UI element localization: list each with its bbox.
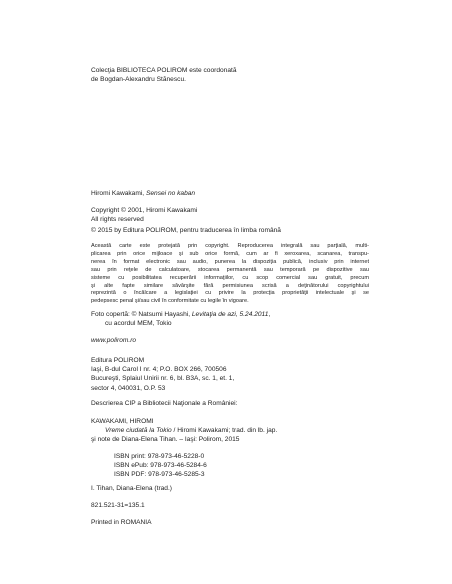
- cip-heading: [91, 399, 369, 408]
- translation-copyright-line: © 2015 by Editura POLIROM, pentru traducerea în limba română: [91, 227, 281, 234]
- series-coordination: [91, 66, 369, 84]
- cover-photo-prefix: Foto copertă: © Natsumi Hayashi,: [91, 311, 192, 318]
- publisher-name: Editura POLIROM: [91, 357, 145, 364]
- cover-photo-line-2: cu acordul MEM, Tokio: [105, 320, 172, 328]
- printed-in-line: Printed in ROMANIA: [91, 519, 152, 526]
- publisher-address-line: Iaşi, B-dul Carol I nr. 4; P.O. BOX 266, 700506: [91, 366, 227, 374]
- copyright-line-2: All rights reserved: [91, 216, 144, 224]
- cip-notes-line: şi note de Diana-Elena Tihan. – Iaşi: Polirom, 2015: [91, 436, 240, 444]
- legal-line: plicarea prin orice mijloace şi sub orice formă, cum ar fi xeroxarea, scanarea, transpu-: [91, 250, 369, 257]
- cip-translator: [91, 484, 369, 493]
- original-author: Hiromi Kawakami,: [91, 190, 146, 197]
- printed-in: [91, 518, 369, 527]
- legal-line: pedepsesc penal şi/sau civil în conformitate cu legile în vigoare.: [91, 298, 249, 305]
- legal-line: nerea în format electronic sau audio, punerea la dispoziţia publică, inclusiv prin internet: [91, 258, 369, 265]
- translator-line: I. Tihan, Diana-Elena (trad.): [91, 485, 172, 492]
- isbn-epub: ISBN ePub: 978-973-46-5284-6: [114, 462, 207, 470]
- cip-title-line: [91, 426, 369, 435]
- translation-copyright: [91, 226, 369, 235]
- cover-photo-line-1: [91, 310, 369, 319]
- original-work-title: Sensei no kaban: [145, 190, 196, 197]
- website: [91, 336, 369, 345]
- cip-record: [91, 417, 369, 445]
- website-link[interactable]: www.polirom.ro: [91, 337, 137, 344]
- cip-title: Vreme ciudată la Tokio: [105, 427, 172, 435]
- isbn-print: ISBN print: 978-973-46-5228-0: [114, 453, 205, 460]
- legal-line: Această carte este protejată prin copyright. Reproducerea integrală sau parţială, multi-: [91, 243, 369, 249]
- cover-photo-suffix: ,: [268, 311, 271, 318]
- legal-notice: [91, 243, 369, 306]
- classification-line: 821.521-31=135.1: [91, 502, 145, 509]
- cover-photo-work: Levitaţia de azi, 5.24.2011: [191, 311, 269, 318]
- cip-title-rest: / Hiromi Kawakami; trad. din lb. jap.: [171, 427, 278, 435]
- publisher-address-line: sector 4, 040031, O.P. 53: [91, 384, 166, 392]
- cover-photo-credit: [91, 310, 369, 328]
- legal-line: sau prin reţele de calculatoare, stocarea permanentă sau temporară pe dispozitive sau: [91, 266, 369, 273]
- isbn-list: [91, 452, 369, 480]
- legal-line: sisteme cu posibilitatea recuperării informaţiilor, cu scop comercial sau gratuit, precum: [91, 274, 369, 281]
- isbn-pdf: ISBN PDF: 978-973-46-5285-3: [114, 471, 205, 479]
- legal-line: şi alte fapte similare săvârşite fără permisiunea scrisă a deţinătorului copyrightului: [91, 282, 369, 289]
- publisher-address-line: Bucureşti, Splaiul Unirii nr. 6, bl. B3A, sc. 1, et. 1,: [91, 375, 235, 383]
- original-title-line: [91, 189, 369, 198]
- legal-line: reprezintă o încălcare a legislaţiei cu privire la protecţia proprietăţii intelectuale şi se: [91, 290, 369, 297]
- original-title: [91, 189, 369, 198]
- original-copyright: [91, 206, 369, 224]
- coordination-line-1: Colecţia BIBLIOTECA POLIROM este coordonată: [91, 67, 237, 74]
- coordination-line-2: de Bogdan-Alexandru Stănescu.: [91, 76, 186, 84]
- copyright-line-1: Copyright © 2001, Hiromi Kawakami: [91, 207, 198, 214]
- cip-author: KAWAKAMI, HIROMI: [91, 418, 154, 425]
- cip-classification: [91, 501, 369, 510]
- cip-heading-text: Descrierea CIP a Bibliotecii Naţionale a României:: [91, 400, 238, 407]
- publisher-address: [91, 356, 369, 393]
